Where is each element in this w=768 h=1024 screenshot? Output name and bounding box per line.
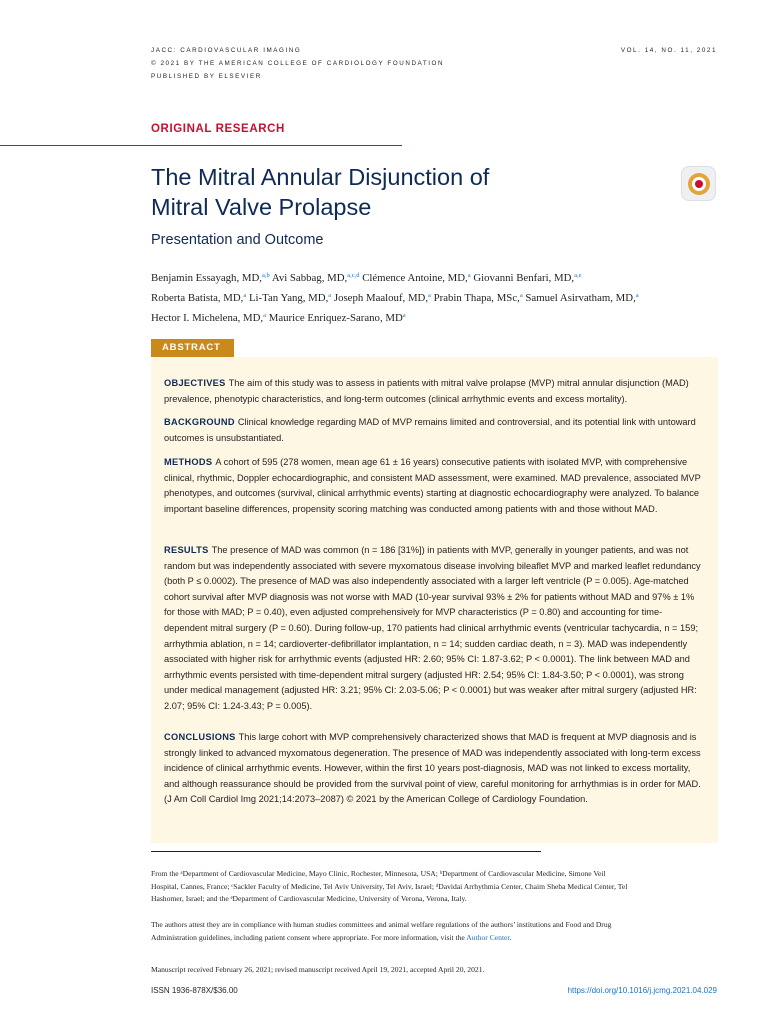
abstract-results bbox=[164, 543, 701, 715]
author-center-link[interactable]: Author Center bbox=[466, 932, 510, 942]
author-line bbox=[151, 307, 711, 327]
author-list bbox=[151, 267, 711, 327]
background-heading: BACKGROUND bbox=[164, 417, 235, 427]
abstract-background bbox=[164, 415, 701, 446]
article-subtitle: Presentation and Outcome bbox=[151, 232, 324, 248]
conclusions-text: This large cohort with MVP comprehensively characterized shows that MAD is frequent at MVP diagnosis and is strongly linked to advanced myxomatous degeneration. The presence of MAD was independently associated with long-term excess incidence of clinical arrhythmic events. However, within the first 10 years post-diagnosis, MAD was not linked to excess mortality, and although reassurance should be provided from the survival point of view, careful monitoring for arrhythmias is in order for MAD. (J Am Coll Cardiol Img 2021;14:2073–2087) © 2021 by the American College of Cardiology Foundation. bbox=[164, 732, 701, 805]
author-name: Hector I. Michelena, MD, bbox=[151, 312, 264, 324]
author-name: Prabin Thapa, MSc, bbox=[433, 292, 520, 304]
methods-heading: METHODS bbox=[164, 457, 213, 467]
abstract-objectives bbox=[164, 376, 701, 407]
author-affiliation[interactable]: a bbox=[328, 292, 332, 299]
author-name: Joseph Maalouf, MD, bbox=[333, 292, 429, 304]
author-affiliation[interactable]: a,b bbox=[261, 272, 270, 279]
author-name: Roberta Batista, MD, bbox=[151, 292, 244, 304]
author-affiliation[interactable]: a bbox=[243, 292, 247, 299]
title-line-1: The Mitral Annular Disjunction of bbox=[151, 164, 490, 190]
author-line bbox=[151, 287, 711, 307]
abstract-conclusions bbox=[164, 730, 701, 808]
author-name: Li-Tan Yang, MD, bbox=[248, 292, 329, 304]
volume-info: VOL. 14, NO. 11, 2021 bbox=[620, 47, 717, 54]
author-affiliation[interactable]: a bbox=[519, 292, 523, 299]
author-affiliation[interactable]: a bbox=[263, 312, 267, 319]
conclusions-heading: CONCLUSIONS bbox=[164, 732, 236, 742]
compliance-text: The authors attest they are in compliance with human studies committees and animal welfare regulations of the authors’ institutions and Food and Drug Administration guidelines, including patient consent where appropriate. For more information, visit the bbox=[151, 920, 612, 942]
copyright-line: © 2021 BY THE AMERICAN COLLEGE OF CARDIOLOGY FOUNDATION bbox=[151, 60, 445, 67]
crossmark-icon[interactable] bbox=[681, 166, 716, 201]
abstract-label: ABSTRACT bbox=[151, 339, 234, 357]
author-affiliation[interactable]: a bbox=[402, 312, 406, 319]
doi-link[interactable]: https://doi.org/10.1016/j.jcmg.2021.04.029 bbox=[567, 986, 717, 995]
title-line-2: Mitral Valve Prolapse bbox=[151, 194, 372, 220]
objectives-text: The aim of this study was to assess in patients with mitral valve prolapse (MVP) mitral annular disjunction (MAD) prevalence, phenotypic characteristics, and long-term outcomes (clinical arrhythmic events and excess mortality). bbox=[164, 378, 689, 404]
author-affiliation[interactable]: a bbox=[467, 272, 471, 279]
author-name: Benjamin Essayagh, MD, bbox=[151, 272, 262, 284]
author-affiliation[interactable]: a bbox=[428, 292, 431, 299]
author-name: Maurice Enriquez-Sarano, MD bbox=[268, 312, 403, 324]
author-line bbox=[151, 267, 711, 287]
footnote-divider bbox=[151, 851, 541, 852]
author-name: Clémence Antoine, MD, bbox=[362, 272, 468, 284]
author-name: Samuel Asirvatham, MD, bbox=[525, 292, 636, 304]
methods-text: A cohort of 595 (278 women, mean age 61 ± 16 years) consecutive patients with isolated MVP, with comprehensive clinical, rhythmic, Doppler echocardiographic, and consistent MAD assessment, were examined. MAD prevalence, associated MVP phenotypes, and outcomes (survival, clinical arrhythmic events) starting at diagnostic echocardiography were analyzed. To balance important baseline differences, propensity scoring matching was conducted among patients with and those without MAD. bbox=[164, 457, 701, 514]
publisher-line: PUBLISHED BY ELSEVIER bbox=[151, 73, 262, 80]
objectives-heading: OBJECTIVES bbox=[164, 378, 226, 388]
author-name: Avi Sabbag, MD, bbox=[271, 272, 348, 284]
author-affiliation[interactable]: a bbox=[635, 292, 639, 299]
results-heading: RESULTS bbox=[164, 545, 209, 555]
running-header-left bbox=[151, 44, 444, 83]
background-text: Clinical knowledge regarding MAD of MVP remains limited and controversial, and its potential link with untoward outcomes is unsubstantiated. bbox=[164, 417, 696, 443]
manuscript-dates: Manuscript received February 26, 2021; revised manuscript received April 19, 2021, accepted April 20, 2021. bbox=[151, 965, 485, 974]
author-affiliation[interactable]: a,e bbox=[574, 272, 582, 279]
compliance-footnote: The authors attest they are in compliance with human studies committees and animal welfare regulations of the authors’ institutions and Food and Drug Administration guidelines, including patient consent where appropriate. For more information, visit the Author Center. bbox=[151, 920, 612, 942]
affiliations-footnote: From the ᵃDepartment of Cardiovascular Medicine, Mayo Clinic, Rochester, Minnesota, USA; ᵇDepartment of Cardiovascular Medicine, Simone Veil Hospital, Cannes, France; ᶜSackler Faculty of Medicine, Tel Aviv University, Tel Aviv, Israel; ᵈDavidai Arrhythmia Center, Chaim Sheba Medical Center, Tel Hashomer, Israel; and the ᵉDepartment of Cardiovascular Medicine, University of Verona, Verona, Italy. bbox=[151, 869, 628, 904]
section-divider bbox=[0, 145, 402, 146]
abstract-methods bbox=[164, 455, 701, 517]
article-title bbox=[151, 162, 621, 222]
issn-price: ISSN 1936-878X/$36.00 bbox=[151, 986, 238, 995]
section-label: ORIGINAL RESEARCH bbox=[151, 123, 285, 135]
author-name: Giovanni Benfari, MD, bbox=[473, 272, 575, 284]
results-text: The presence of MAD was common (n = 186 [31%]) in patients with MVP, generally in younger patients, and was not random but was independently associated with severe myxomatous disease involving bileaflet MVP and marked leaflet redundancy (both P ≤ 0.0002). The presence of MAD was also independently associated with a larger left ventricle (P = 0.005). Age-matched cohort survival after MVP diagnosis was not worse with MAD (10-year survival 93% ± 2% for patients without MAD and 97% ± 1% for those with MAD; P = 0.40), even adjusted comprehensively for MVP characteristics (P = 0.80) and accounting for time-dependent mitral surgery (P = 0.60). During follow-up, 170 patients had clinical arrhythmic events (ventricular tachycardia, n = 159; arrhythmia ablation, n = 14; cardioverter-defibrillator implantation, n = 14; sudden cardiac death, n = 3). MAD was independently associated with higher risk for arrhythmic events (adjusted HR: 2.60; 95% CI: 1.87-3.62; P < 0.0001). The link between MAD and arrhythmic events persisted with time-dependent mitral surgery (adjusted HR: 2.54; 95% CI: 1.84-3.50; P < 0.0001), was strong under medical management (adjusted HR: 3.21; 95% CI: 2.03-5.06; P < 0.0001) but was weaker after mitral surgery (adjusted HR: 2.07; 95% CI: 1.24-3.43; P = 0.005). bbox=[164, 545, 701, 711]
journal-name: JACC: CARDIOVASCULAR IMAGING bbox=[151, 47, 302, 54]
author-affiliation[interactable]: a,c,d bbox=[347, 272, 360, 279]
